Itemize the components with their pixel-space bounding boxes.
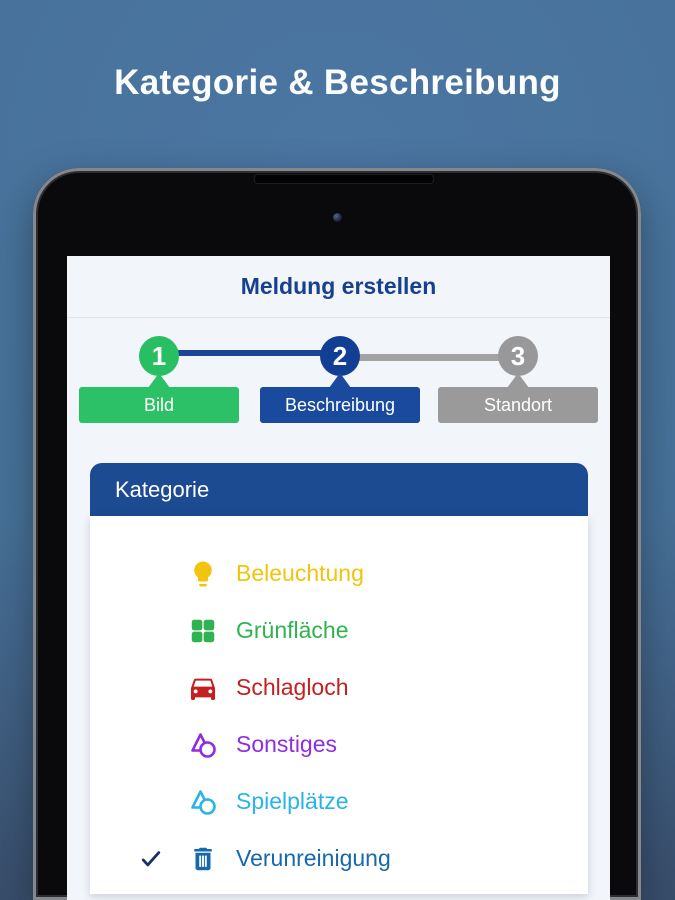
step-tab-bild[interactable]: Bild [79, 387, 239, 423]
stepper-connector-pending [340, 354, 518, 361]
app-header [67, 256, 610, 318]
step-tab-standort[interactable]: Standort [438, 387, 598, 423]
category-label: Beleuchtung [236, 560, 364, 586]
check-icon [136, 848, 166, 870]
category-panel-title: Kategorie [115, 476, 210, 502]
front-camera [333, 213, 342, 222]
category-item-beleuchtung[interactable] [90, 545, 588, 602]
trash-icon [186, 842, 220, 876]
category-item-verunreinigung[interactable] [90, 830, 588, 887]
step-chip-pointer-3 [507, 373, 529, 388]
category-label: Grünfläche [236, 617, 349, 643]
step-chip-pointer-1 [148, 373, 170, 388]
category-item-spielplaetze[interactable] [90, 773, 588, 830]
category-label: Spielplätze [236, 788, 349, 814]
category-label: Verunreinigung [236, 845, 391, 871]
category-label: Sonstiges [236, 731, 338, 757]
step-tab-beschreibung[interactable]: Beschreibung [260, 387, 420, 423]
step-chip-pointer-2 [329, 373, 351, 388]
triangle-circle-icon [186, 785, 220, 819]
category-panel-header [90, 463, 588, 516]
category-panel [90, 463, 588, 894]
category-item-sonstiges[interactable] [90, 716, 588, 773]
triangle-circle-icon [186, 728, 220, 762]
tablet-frame [33, 168, 641, 900]
step-circle-1[interactable]: 1 [139, 336, 179, 376]
category-list [90, 516, 588, 894]
app-header-title: Meldung erstellen [240, 273, 437, 299]
grid-icon [186, 614, 220, 648]
car-icon [186, 671, 220, 705]
app-screen [67, 256, 610, 900]
category-label: Schlagloch [236, 674, 349, 700]
step-circle-2[interactable]: 2 [320, 336, 360, 376]
stepper-connector-done [159, 350, 340, 356]
category-item-schlagloch[interactable] [90, 659, 588, 716]
speaker-slot [254, 174, 434, 184]
lightbulb-icon [186, 557, 220, 591]
step-circle-3[interactable]: 3 [498, 336, 538, 376]
page-title: Kategorie & Beschreibung [114, 63, 561, 102]
category-item-gruenflaeche[interactable] [90, 602, 588, 659]
